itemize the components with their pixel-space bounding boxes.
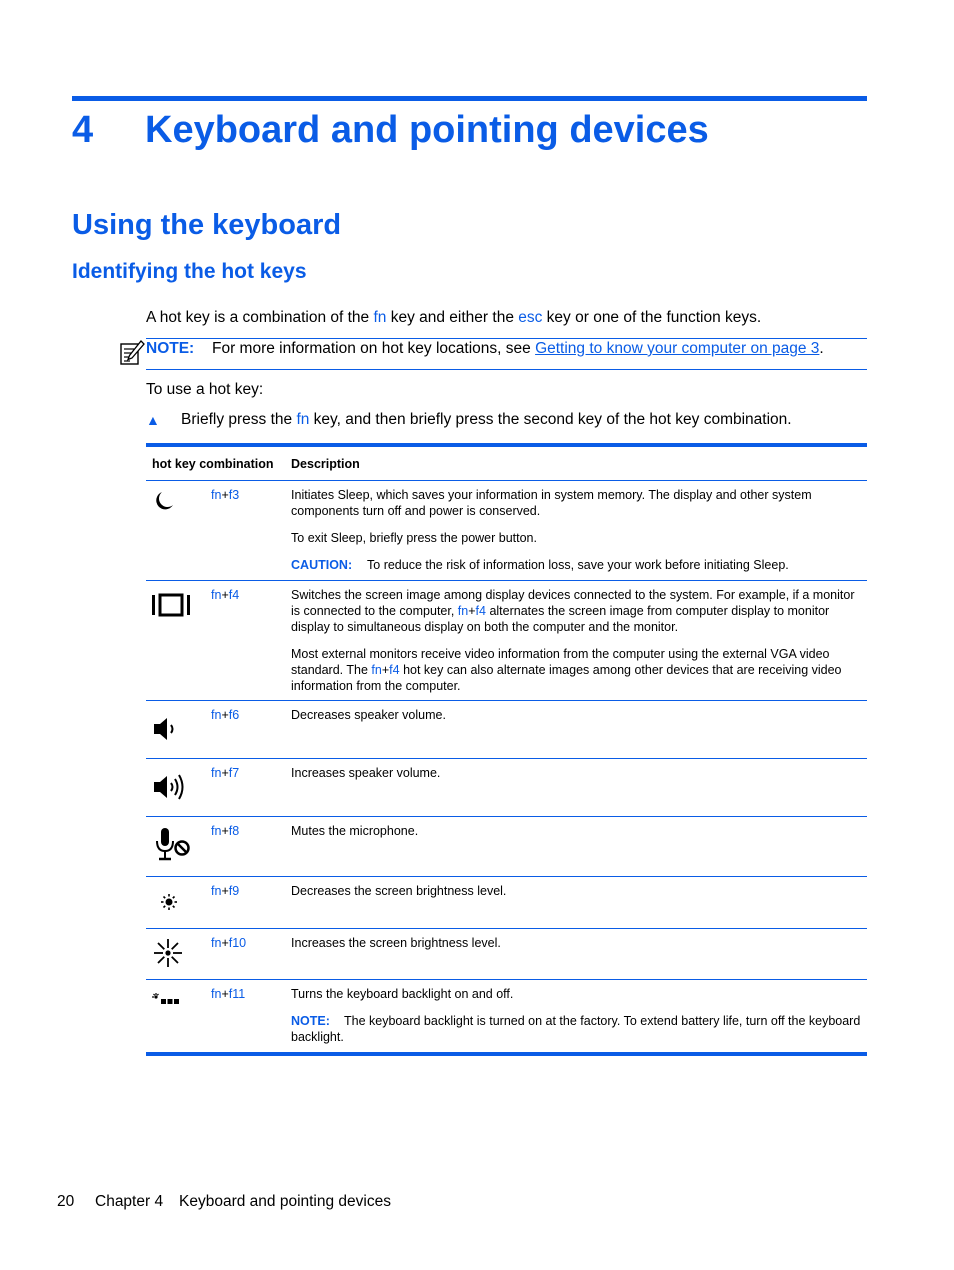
table-row xyxy=(146,929,867,980)
intro-text-2: key and either the xyxy=(386,309,519,326)
note-bottom-rule xyxy=(146,369,867,370)
fn-key: fn xyxy=(211,824,222,838)
note-end: . xyxy=(819,340,824,357)
fn-key: fn xyxy=(211,766,222,780)
hotkey-table xyxy=(146,443,867,1056)
description-cell xyxy=(291,759,867,817)
key-combo xyxy=(211,817,291,877)
description-cell xyxy=(291,877,867,929)
step-text-1: Briefly press the xyxy=(181,411,297,428)
note-text: For more information on hot key locations, see xyxy=(212,340,536,357)
footer-chapter: Chapter 4 xyxy=(95,1193,164,1210)
description-cell xyxy=(291,929,867,980)
note-icon xyxy=(119,340,145,366)
function-key: f10 xyxy=(228,936,247,950)
note xyxy=(146,339,824,359)
chapter-number: 4 xyxy=(72,109,94,151)
note-link[interactable]: Getting to know your computer on page 3 xyxy=(535,340,820,357)
fn-key: fn xyxy=(457,604,469,618)
function-key: f3 xyxy=(228,488,240,502)
icon-cell xyxy=(146,701,211,759)
fn-key: fn xyxy=(211,708,222,722)
fn-key: fn xyxy=(371,663,382,677)
function-key: f7 xyxy=(228,766,240,780)
caution-text: To reduce the risk of information loss, save your work before initiating Sleep. xyxy=(367,558,789,572)
table-row xyxy=(146,481,867,581)
table-row xyxy=(146,817,867,877)
header-combo: hot key combination xyxy=(146,445,291,481)
function-key: f4 xyxy=(228,588,240,602)
table-row xyxy=(146,759,867,817)
description-cell xyxy=(291,980,867,1054)
function-key: f4 xyxy=(389,663,400,677)
display-switch-icon xyxy=(152,593,190,617)
description-text: Mutes the microphone. xyxy=(291,824,419,838)
fn-key: fn xyxy=(211,588,222,602)
plus-sign: + xyxy=(221,936,229,950)
volume-down-icon xyxy=(152,715,180,743)
icon-cell xyxy=(146,481,211,581)
subsection-title: Identifying the hot keys xyxy=(72,260,307,283)
fn-key: fn xyxy=(211,488,222,502)
icon-cell xyxy=(146,877,211,929)
plus-sign: + xyxy=(221,987,229,1001)
key-combo xyxy=(211,929,291,980)
microphone-mute-icon xyxy=(152,827,192,863)
text-part: Switches the screen image among display devices connected to the system. For example, if a monitor is connected to the computer, xyxy=(291,588,855,618)
function-key: f4 xyxy=(475,604,486,618)
intro-text-3: key or one of the function keys. xyxy=(542,309,762,326)
note-label: NOTE: xyxy=(146,340,195,357)
description-text: Initiates Sleep, which saves your information in system memory. The display and other system components turn off and power is conserved. xyxy=(291,488,812,518)
plus-sign: + xyxy=(221,588,229,602)
keyboard-backlight-icon xyxy=(152,992,182,1008)
text-part: hot key can also alternate images among other devices that are receiving video information from the computer. xyxy=(291,663,842,693)
note xyxy=(291,1013,861,1045)
note-label: NOTE: xyxy=(291,1014,330,1028)
fn-key-ref: fn xyxy=(373,309,387,326)
brightness-up-icon xyxy=(152,936,186,970)
plus-sign: + xyxy=(221,708,229,722)
page-footer xyxy=(57,1192,391,1212)
plus-sign: + xyxy=(221,488,229,502)
table-row xyxy=(146,701,867,759)
fn-key: fn xyxy=(211,884,222,898)
step-text-2: key, and then briefly press the second key of the hot key combination. xyxy=(309,411,792,428)
table-row xyxy=(146,581,867,701)
table-row xyxy=(146,877,867,929)
esc-key-ref: esc xyxy=(518,309,543,326)
chapter-rule xyxy=(72,96,867,101)
chapter-title: Keyboard and pointing devices xyxy=(145,109,709,151)
key-combo xyxy=(211,481,291,581)
icon-cell xyxy=(146,980,211,1054)
sleep-moon-icon xyxy=(152,489,176,513)
key-combo xyxy=(211,980,291,1054)
text-part: alternates the screen image from computer display to monitor display to simultaneous display on both the computer and the monitor. xyxy=(291,604,830,634)
key-combo xyxy=(211,759,291,817)
section-title: Using the keyboard xyxy=(72,209,342,241)
icon-cell xyxy=(146,817,211,877)
plus-sign: + xyxy=(221,824,229,838)
description-cell xyxy=(291,481,867,581)
icon-cell xyxy=(146,759,211,817)
step-bullet-icon: ▲ xyxy=(146,412,160,428)
volume-up-icon xyxy=(152,772,188,802)
chapter-heading xyxy=(72,106,709,154)
description-text: To exit Sleep, briefly press the power button. xyxy=(291,531,537,545)
description-cell xyxy=(291,817,867,877)
intro-text-1: A hot key is a combination of the xyxy=(146,309,374,326)
key-combo xyxy=(211,581,291,701)
table-row xyxy=(146,980,867,1054)
step-text xyxy=(181,410,792,430)
description-cell xyxy=(291,701,867,759)
plus-sign: + xyxy=(221,766,229,780)
icon-cell xyxy=(146,929,211,980)
step-fn-key: fn xyxy=(296,411,310,428)
function-key: f11 xyxy=(228,987,246,1001)
plus-sign: + xyxy=(381,663,390,677)
fn-key: fn xyxy=(211,987,222,1001)
function-key: f6 xyxy=(228,708,240,722)
function-key: f8 xyxy=(228,824,240,838)
header-description: Description xyxy=(291,445,867,481)
description-text: Increases the screen brightness level. xyxy=(291,936,501,950)
description-text: Turns the keyboard backlight on and off. xyxy=(291,987,514,1001)
key-combo xyxy=(211,877,291,929)
description-text: Increases speaker volume. xyxy=(291,766,441,780)
note-text: The keyboard backlight is turned on at the factory. To extend battery life, turn off the keyboard backlight. xyxy=(291,1014,861,1044)
caution-label: CAUTION: xyxy=(291,558,353,572)
description-text xyxy=(291,587,861,635)
text-part: Most external monitors receive video information from the computer using the external VGA video standard. The xyxy=(291,647,830,677)
footer-title: Keyboard and pointing devices xyxy=(179,1193,391,1210)
fn-key: fn xyxy=(211,936,222,950)
function-key: f9 xyxy=(228,884,240,898)
key-combo xyxy=(211,701,291,759)
use-hotkey-text: To use a hot key: xyxy=(146,381,264,398)
table-header-row xyxy=(146,445,867,481)
plus-sign: + xyxy=(468,604,476,618)
description-text: Decreases the screen brightness level. xyxy=(291,884,507,898)
page-number: 20 xyxy=(57,1193,75,1210)
description-text: Decreases speaker volume. xyxy=(291,708,446,722)
intro-paragraph xyxy=(146,308,761,328)
brightness-down-icon xyxy=(152,892,180,912)
description-text xyxy=(291,646,861,694)
icon-cell xyxy=(146,581,211,701)
description-cell xyxy=(291,581,867,701)
plus-sign: + xyxy=(221,884,229,898)
caution xyxy=(291,557,861,573)
